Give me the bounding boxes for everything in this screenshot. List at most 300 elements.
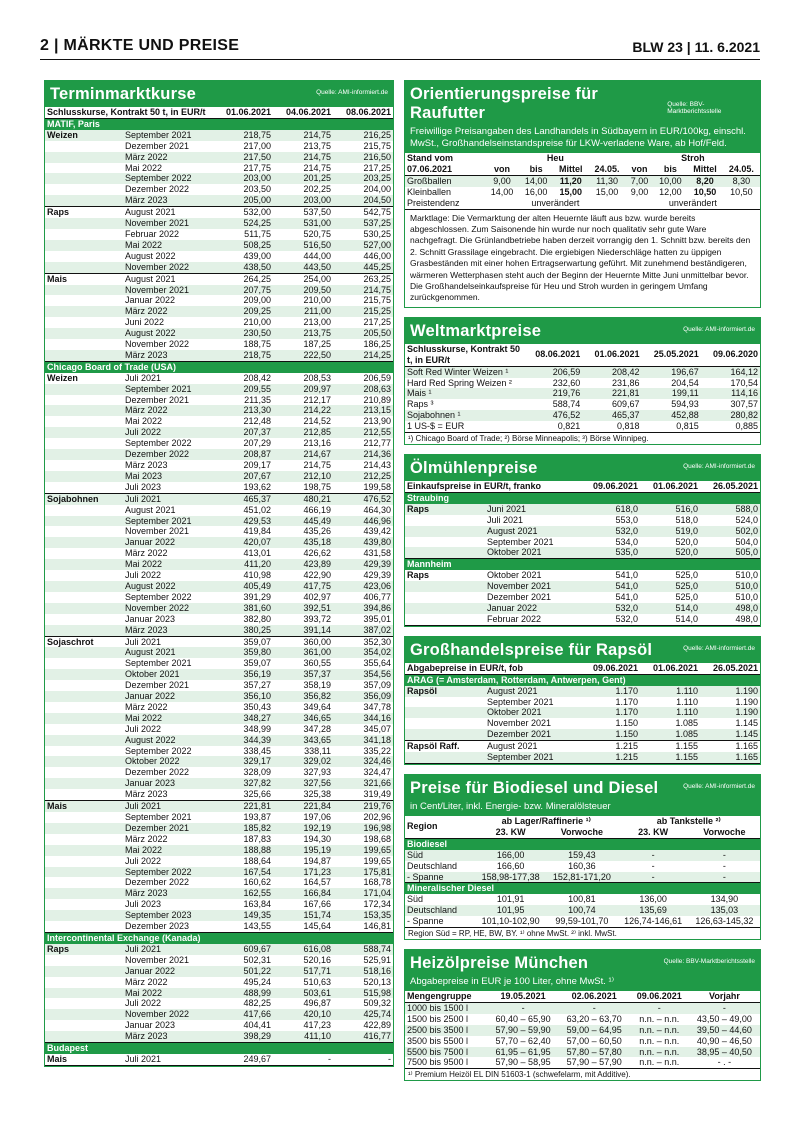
table-cell: 609,67 xyxy=(611,399,640,410)
heizoel-title: Heizölpreise München xyxy=(410,954,589,973)
table-cell: 151,74 xyxy=(303,910,331,921)
table-cell: Januar 2022 xyxy=(125,537,176,548)
column-header: 19.05.2021 xyxy=(488,991,559,1002)
commodity-label xyxy=(45,384,123,395)
table-cell: September 2021 xyxy=(125,129,192,140)
table-cell: 618,0 xyxy=(615,503,638,514)
table-cell: März 2022 xyxy=(125,405,168,416)
table-cell: 10,50 xyxy=(693,186,717,197)
table-cell: 422,89 xyxy=(363,1020,391,1031)
table-row xyxy=(405,905,760,916)
commodity-label xyxy=(405,718,485,729)
table-row xyxy=(405,378,760,389)
table-row xyxy=(45,581,393,592)
table-cell: November 2021 xyxy=(487,581,552,592)
table-cell: Januar 2023 xyxy=(125,778,176,789)
table-cell: 214,75 xyxy=(303,460,331,470)
commodity-label xyxy=(45,516,123,527)
table-cell: Juli 2022 xyxy=(125,723,162,734)
terminmarkt-table xyxy=(45,107,393,1066)
table-cell: 231,86 xyxy=(611,377,640,388)
table-cell: 1.170 xyxy=(615,685,638,696)
table-cell: 508,25 xyxy=(243,239,271,250)
table-cell: 347,28 xyxy=(303,723,331,734)
column-header: 23. KW xyxy=(475,827,546,838)
table-cell: September 2021 xyxy=(125,658,192,669)
table-cell: 215,75 xyxy=(363,295,391,306)
table-cell: - Spanne xyxy=(405,916,475,927)
table-cell: 357,09 xyxy=(363,680,391,691)
table-row xyxy=(45,856,393,867)
commodity-label xyxy=(405,752,485,763)
table-cell: 1.150 xyxy=(615,718,638,729)
table-cell: 0,815 xyxy=(642,421,701,432)
table-cell: 188,75 xyxy=(243,339,271,350)
table-cell: 319,49 xyxy=(333,789,393,800)
commodity-label xyxy=(45,427,123,438)
table-cell: 10,00 xyxy=(659,175,682,186)
table-cell: 357,27 xyxy=(243,680,271,691)
table-cell: 11,30 xyxy=(596,175,618,186)
table-cell: 214,43 xyxy=(363,460,391,470)
table-row xyxy=(45,438,393,449)
table-cell: 518,16 xyxy=(363,965,391,976)
table-cell: September 2021 xyxy=(125,812,192,822)
table-cell: 201,25 xyxy=(303,173,331,184)
table-cell: 206,59 xyxy=(552,366,581,377)
table-row xyxy=(45,262,393,273)
table-row xyxy=(405,1036,760,1047)
table-cell: 359,07 xyxy=(243,636,271,647)
table-cell: 213,16 xyxy=(303,438,331,449)
table-cell: 446,00 xyxy=(363,250,391,261)
table-cell: 324,46 xyxy=(363,756,391,767)
table-cell: 7500 bis 9500 l xyxy=(405,1057,488,1068)
table-cell: September 2021 xyxy=(487,696,554,707)
table-cell: 166,84 xyxy=(303,888,331,899)
commodity-label xyxy=(45,295,123,306)
column-header: 08.06.2021 xyxy=(333,107,393,118)
table-cell: Mai 2022 xyxy=(125,559,163,570)
column-header: von xyxy=(626,164,654,175)
table-cell: 510,0 xyxy=(735,592,758,603)
table-cell: 476,52 xyxy=(363,493,391,504)
table-cell: 194,87 xyxy=(303,855,331,866)
table-cell: 391,14 xyxy=(273,625,333,636)
commodity-label xyxy=(405,547,485,558)
table-cell: 212,55 xyxy=(363,427,391,438)
table-cell: 280,82 xyxy=(730,410,758,421)
table-row xyxy=(405,198,760,209)
issue-date: BLW 23 | 11. 6.2021 xyxy=(632,39,760,55)
rapsoel-box xyxy=(404,636,761,765)
table-cell: 520,0 xyxy=(640,547,700,558)
table-row xyxy=(45,746,393,757)
table-row xyxy=(45,845,393,856)
table-cell: Januar 2022 xyxy=(487,603,538,613)
table-cell: 212,85 xyxy=(303,427,331,438)
table-row xyxy=(45,240,393,251)
table-cell: 100,81 xyxy=(568,894,596,905)
table-cell: - xyxy=(273,1054,333,1065)
table-header-row xyxy=(405,991,760,1002)
table-row xyxy=(45,152,393,163)
table-header-row xyxy=(405,663,760,674)
table-cell: 417,75 xyxy=(303,580,331,591)
commodity-label xyxy=(45,603,123,614)
table-row xyxy=(45,888,393,899)
table-cell: 212,77 xyxy=(363,438,391,449)
table-cell: September 2022 xyxy=(125,591,192,602)
table-cell: Raps ³ xyxy=(407,399,434,410)
table-cell: 208,42 xyxy=(611,366,640,377)
raufutter-subtitle: Freiwillige Preisangaben des Landhandels in Südbayern in EUR/100kg, einschl. MwSt., Großhandelseinstandspreise für LKW-verladene Ware, ab Hof/Feld. xyxy=(405,126,760,153)
table-row xyxy=(45,812,393,823)
table-row xyxy=(45,614,393,625)
table-cell: 343,65 xyxy=(303,734,331,745)
commodity-label xyxy=(45,977,123,988)
table-cell: - xyxy=(689,872,760,883)
table-cell: Juli 2022 xyxy=(125,998,162,1009)
table-cell: 405,49 xyxy=(243,580,271,591)
table-cell: 204,54 xyxy=(671,377,699,388)
table-cell: 335,22 xyxy=(363,745,391,756)
commodity-label xyxy=(45,505,123,516)
column-header: bis xyxy=(653,164,687,175)
table-cell: 217,00 xyxy=(243,140,271,151)
table-row xyxy=(45,1031,393,1042)
commodity-label xyxy=(45,570,123,581)
table-cell: 159,43 xyxy=(568,849,596,860)
table-row xyxy=(405,718,760,729)
table-cell: 208,53 xyxy=(303,372,331,383)
oelmuehlen-source: Quelle: AMI-informiert.de xyxy=(683,463,755,471)
commodity-label xyxy=(45,702,123,713)
commodity-label xyxy=(45,1009,123,1020)
table-cell: 501,22 xyxy=(243,965,271,976)
table-cell: - xyxy=(657,1002,661,1013)
weltmarkt-footnote: ¹) Chicago Board of Trade; ²) Börse Minneapolis; ³) Börse Winnipeg. xyxy=(408,434,649,444)
table-cell: März 2023 xyxy=(123,195,213,206)
table-row xyxy=(45,218,393,229)
column-header: bis xyxy=(519,164,553,175)
table-cell: September 2021 xyxy=(487,536,554,547)
commodity-label xyxy=(405,614,485,625)
commodity-label xyxy=(45,713,123,724)
table-cell: - xyxy=(722,1002,726,1013)
table-cell: 199,58 xyxy=(333,482,393,493)
table-cell: 158,98-177,38 xyxy=(475,872,546,883)
table-cell: Juli 2023 xyxy=(123,482,213,493)
table-row xyxy=(405,603,760,614)
table-cell: September 2021 xyxy=(125,383,192,394)
column-header: Vorwoche xyxy=(689,827,760,838)
commodity-label xyxy=(45,229,123,240)
table-cell: 210,00 xyxy=(243,317,271,328)
table-cell: 57,90 – 59,90 xyxy=(495,1024,551,1035)
column-header: Vorjahr xyxy=(689,991,760,1002)
table-cell: 0,821 xyxy=(523,421,582,432)
table-row xyxy=(45,966,393,977)
table-header-row xyxy=(405,481,760,492)
commodity-label: Sojaschrot xyxy=(47,636,94,647)
column-header: Schlusskurse, Kontrakt 50 t, in EUR/t xyxy=(405,344,523,366)
column-header: Einkaufspreise in EUR/t, franko xyxy=(405,481,580,492)
table-row xyxy=(45,273,393,284)
table-cell: 420,07 xyxy=(243,537,271,548)
commodity-label xyxy=(45,921,123,932)
commodity-label xyxy=(405,603,485,614)
table-cell: 205,50 xyxy=(363,328,391,339)
heizoel-table xyxy=(405,991,760,1069)
table-cell: Kleinballen xyxy=(407,186,452,197)
table-cell: Juli 2021 xyxy=(125,943,162,954)
commodity-label xyxy=(45,1020,123,1031)
table-cell: Februar 2022 xyxy=(125,228,180,239)
column-header: ab Lager/Raffinerie ¹⁾ xyxy=(501,815,591,826)
table-row xyxy=(45,559,393,570)
table-cell: Juli 2022 xyxy=(125,427,162,438)
table-row xyxy=(45,944,393,955)
table-cell: 525,0 xyxy=(675,570,698,581)
commodity-label xyxy=(405,592,485,603)
table-cell: 188,64 xyxy=(243,855,271,866)
table-cell: - xyxy=(592,1002,596,1013)
table-row xyxy=(45,537,393,548)
table-row xyxy=(45,526,393,537)
table-cell: November 2021 xyxy=(125,954,190,965)
table-cell: 357,37 xyxy=(303,669,331,680)
table-cell: 439,42 xyxy=(363,526,391,537)
table-row xyxy=(405,1047,760,1058)
table-cell: August 2022 xyxy=(125,250,176,261)
table-cell: Juli 2021 xyxy=(125,801,162,812)
table-cell: 217,50 xyxy=(243,151,271,162)
table-row xyxy=(45,899,393,910)
table-cell: 347,78 xyxy=(363,701,391,712)
table-cell: 495,24 xyxy=(243,976,271,987)
table-cell: 541,0 xyxy=(615,592,638,603)
table-cell: November 2022 xyxy=(125,339,190,350)
table-cell: 0,818 xyxy=(582,421,641,432)
table-cell: 1.190 xyxy=(735,696,758,707)
table-cell: 3500 bis 5500 l xyxy=(407,1035,469,1046)
table-cell: 219,76 xyxy=(363,801,391,812)
terminmarkt-source: Quelle: AMI-informiert.de xyxy=(316,89,388,96)
table-cell: 218,75 xyxy=(213,350,273,361)
table-cell: 215,25 xyxy=(363,306,391,317)
table-cell: 517,71 xyxy=(303,965,331,976)
column-header: 24.05. xyxy=(723,164,760,175)
table-cell: Januar 2022 xyxy=(125,295,176,306)
table-row xyxy=(405,752,760,763)
table-cell: n.n. – n.n. xyxy=(630,1057,689,1068)
table-cell: Dezember 2022 xyxy=(125,449,190,460)
commodity-label xyxy=(45,625,123,636)
column-header: ab Tankstelle ²⁾ xyxy=(656,815,721,826)
table-cell: 212,10 xyxy=(303,470,331,481)
table-cell: 209,00 xyxy=(243,295,271,306)
table-cell: 452,88 xyxy=(671,410,699,421)
table-row xyxy=(45,285,393,296)
table-row xyxy=(45,306,393,317)
section-row xyxy=(45,118,393,129)
table-row xyxy=(45,207,393,218)
table-cell: 1.145 xyxy=(735,718,758,729)
table-cell: 422,90 xyxy=(303,570,331,581)
table-cell: 380,25 xyxy=(213,625,273,636)
table-cell: 496,87 xyxy=(303,998,331,1009)
table-row xyxy=(45,295,393,306)
table-row xyxy=(405,707,760,718)
biodiesel-title: Preise für Biodiesel und Diesel xyxy=(410,778,659,797)
table-cell: 196,98 xyxy=(363,822,391,833)
table-cell: 213,15 xyxy=(363,405,391,416)
table-cell: 514,0 xyxy=(640,614,700,625)
table-row xyxy=(45,669,393,680)
table-cell: 338,11 xyxy=(304,745,331,756)
terminmarkt-title: Terminmarktkurse xyxy=(50,85,196,103)
table-cell: 588,74 xyxy=(363,943,391,954)
table-cell: 214,36 xyxy=(363,449,391,460)
table-cell: Mai 2022 xyxy=(125,162,163,173)
table-cell: 203,50 xyxy=(243,184,271,195)
table-cell: 541,0 xyxy=(615,581,638,592)
table-header-row xyxy=(405,344,760,366)
table-cell: 149,35 xyxy=(243,910,271,921)
commodity-label xyxy=(45,581,123,592)
table-cell: 99,59-101,70 xyxy=(546,916,617,927)
table-cell: 524,0 xyxy=(735,514,758,525)
commodity-label: Mais xyxy=(45,1054,123,1065)
table-cell: März 2022 xyxy=(125,833,168,844)
table-cell: 100,74 xyxy=(568,905,596,916)
table-cell: 186,25 xyxy=(363,339,391,350)
table-cell: Februar 2022 xyxy=(485,614,580,625)
table-row xyxy=(405,504,760,515)
table-cell: - . - xyxy=(689,1057,760,1068)
table-row xyxy=(45,789,393,800)
table-cell: 0,885 xyxy=(701,421,760,432)
table-cell: 1.190 xyxy=(735,685,758,696)
table-cell: 346,65 xyxy=(303,712,331,723)
table-cell: 213,75 xyxy=(303,328,331,339)
column-header: 26.05.2021 xyxy=(700,663,760,674)
table-cell: 354,56 xyxy=(363,669,391,680)
biodiesel-footnote: Region Süd = RP, HE, BW, BY. ¹⁾ ohne MwSt. ²⁾ inkl. MwSt. xyxy=(408,929,617,939)
section-label: Intercontinental Exchange (Kanada) xyxy=(45,932,393,943)
table-cell: 216,50 xyxy=(363,151,391,162)
commodity-label xyxy=(45,559,123,570)
raufutter-box xyxy=(404,80,761,308)
table-cell: 146,81 xyxy=(333,921,393,932)
table-cell: 210,00 xyxy=(303,295,331,306)
table-cell: 135,03 xyxy=(710,905,739,916)
table-cell: 209,25 xyxy=(243,306,271,317)
table-cell: 514,0 xyxy=(675,603,698,613)
table-cell: März 2023 xyxy=(123,789,213,800)
table-cell: 211,35 xyxy=(244,394,271,405)
table-cell: 218,75 xyxy=(243,129,271,140)
commodity-label: Rapsöl xyxy=(407,685,438,696)
table-cell: 1.190 xyxy=(735,707,758,718)
table-row xyxy=(45,867,393,878)
table-cell: 445,49 xyxy=(303,515,331,526)
table-cell: 171,04 xyxy=(363,888,391,899)
table-cell: 198,68 xyxy=(363,833,391,844)
weltmarkt-source: Quelle: AMI-informiert.de xyxy=(683,325,755,333)
table-cell: 254,00 xyxy=(303,273,331,284)
commodity-label xyxy=(45,680,123,691)
table-cell: 516,50 xyxy=(303,239,331,250)
raufutter-marktlage: Marktlage: Die Vermarktung der alten Heuernte läuft aus bzw. wurde bereits abgeschlossen. Zum Saisonende hin wurde nur noch qualitativ sehr gute Ware nachgefragt. Die Grünlandbetriebe haben derzeit vorrangig den 1. Schnitt bzw. bereits den 2. Schnitt Grassilage eingebracht. Die ergiebigen Niederschläge hatten zu üppigen Grasbeständen mit einer hohen Ertragserwartung geführt. Mit zunehmend beständigeren, wärmeren Wetterphasen steht auch der Beginn der Heuernte Mitte Juni unmittelbar bevor. Die Großhandelseinkaufspreise für Heu und Stroh wurden in geringem Umfang zurückgenommen. xyxy=(410,212,751,303)
commodity-label xyxy=(45,395,123,406)
table-row xyxy=(405,916,760,927)
table-cell: 361,00 xyxy=(303,647,331,658)
table-cell: März 2023 xyxy=(123,350,213,361)
table-cell: 530,25 xyxy=(363,228,391,239)
section-row xyxy=(405,559,760,570)
table-cell: August 2021 xyxy=(487,525,538,536)
table-cell: 516,0 xyxy=(675,503,698,514)
column-header: von xyxy=(485,164,519,175)
table-cell: 406,77 xyxy=(363,591,391,602)
table-row xyxy=(405,410,760,421)
table-cell: 451,02 xyxy=(243,504,271,515)
table-cell: 394,86 xyxy=(363,602,391,613)
table-cell: 435,26 xyxy=(303,526,331,537)
table-cell: Mais ¹ xyxy=(407,388,432,399)
section-row xyxy=(405,674,760,685)
section-row xyxy=(405,838,760,849)
table-cell: 420,10 xyxy=(303,1009,331,1020)
table-cell: 59,00 – 64,95 xyxy=(566,1024,622,1035)
table-row xyxy=(45,921,393,932)
table-cell: 214,52 xyxy=(303,416,331,427)
table-cell: 588,74 xyxy=(552,399,581,410)
table-row xyxy=(405,1025,760,1036)
table-cell: 213,75 xyxy=(303,140,331,151)
table-row xyxy=(45,1009,393,1020)
table-cell: Mai 2022 xyxy=(125,712,163,723)
table-cell: Süd xyxy=(407,849,424,860)
table-cell: 1.165 xyxy=(700,752,760,763)
table-cell: 193,87 xyxy=(243,812,271,822)
table-cell: 511,75 xyxy=(244,228,271,239)
raufutter-title: Orientierungspreise für Raufutter xyxy=(410,85,598,122)
commodity-label xyxy=(45,834,123,845)
table-row xyxy=(45,834,393,845)
table-cell: 43,50 – 49,00 xyxy=(696,1013,752,1024)
table-cell: 15,00 xyxy=(559,186,583,197)
table-cell: 11,20 xyxy=(559,175,582,186)
table-cell: Juli 2023 xyxy=(125,899,162,910)
table-cell: 510,0 xyxy=(735,570,758,581)
table-cell: 209,50 xyxy=(303,284,331,295)
commodity-label xyxy=(45,647,123,658)
tendency-label: Preistendenz xyxy=(405,198,485,209)
table-cell: 360,55 xyxy=(303,658,331,669)
table-row xyxy=(45,767,393,778)
commodity-label xyxy=(45,449,123,460)
table-cell: 187,83 xyxy=(243,833,271,844)
table-cell: 114,16 xyxy=(731,388,758,399)
table-cell: unverändert xyxy=(485,198,626,209)
table-row xyxy=(405,187,760,198)
terminmarkt-box xyxy=(44,80,394,1067)
commodity-label: Raps xyxy=(47,207,70,218)
table-cell: 101,91 xyxy=(496,894,525,905)
